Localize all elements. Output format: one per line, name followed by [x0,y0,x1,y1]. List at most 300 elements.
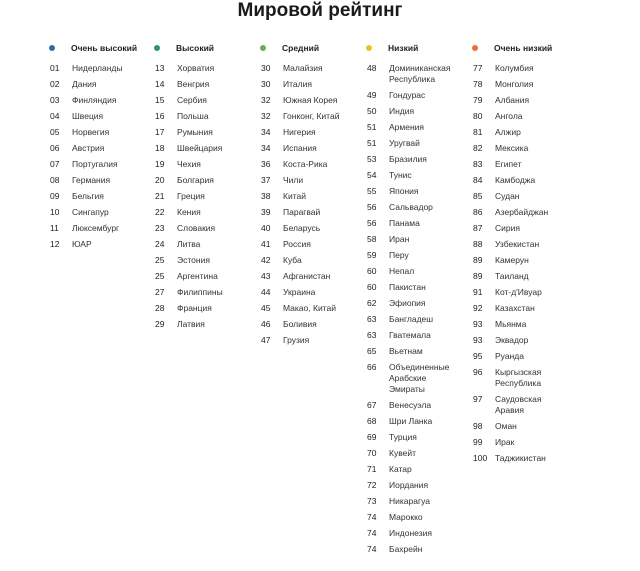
rank-number: 08 [50,175,60,185]
country-name: Объединенные Арабские Эмираты [389,362,450,394]
country-name: Коста-Рика [283,159,328,169]
ranking-row [261,253,361,269]
country-name: Перу [389,250,409,260]
rank-number: 53 [367,154,377,164]
rank-number: 06 [50,143,60,153]
column-header [473,41,573,55]
country-name: Финляндия [72,95,117,105]
country-name: Ангола [495,111,523,121]
ranking-row [50,157,150,173]
country-name: Испания [283,143,317,153]
country-name: Доминиканская Республика [389,63,451,84]
country-name: Гондурас [389,90,426,100]
ranking-list [473,61,573,467]
ranking-row [261,125,361,141]
country-name: Малайзия [283,63,323,73]
rank-number: 49 [367,90,377,100]
country-name: Словакия [177,223,216,233]
ranking-row [50,93,150,109]
rank-number: 04 [50,111,60,121]
country-name: Болгария [177,175,214,185]
country-name: Судан [495,191,520,201]
country-name: Латвия [177,319,205,329]
rank-number: 88 [473,239,483,249]
ranking-row [367,344,467,360]
rank-number: 89 [473,271,483,281]
rank-number: 98 [473,421,483,431]
country-name: Армения [389,122,425,132]
column-label: Очень низкий [494,43,553,53]
country-name: Сирия [495,223,520,233]
rank-number: 83 [473,159,483,169]
rank-number: 79 [473,95,483,105]
rank-number: 51 [367,122,377,132]
ranking-row [473,253,573,269]
country-name: Камерун [495,255,529,265]
rank-number: 19 [155,159,165,169]
ranking-row [367,88,467,104]
ranking-row [155,269,255,285]
rank-number: 29 [155,319,165,329]
country-name: Бангладеш [389,314,434,324]
rank-number: 65 [367,346,377,356]
column-header [50,41,150,55]
country-name: Панама [389,218,420,228]
ranking-row [473,269,573,285]
country-name: Чехия [177,159,201,169]
country-name: Беларусь [283,223,321,233]
ranking-row [367,200,467,216]
country-name: Камбоджа [495,175,536,185]
ranking-row [261,173,361,189]
rank-number: 42 [261,255,271,265]
rank-number: 92 [473,303,483,313]
rank-number: 59 [367,250,377,260]
country-name: Макао, Китай [283,303,336,313]
column-header [367,41,467,55]
country-name: Австрия [72,143,105,153]
rank-number: 27 [155,287,165,297]
rank-number: 55 [367,186,377,196]
ranking-row [367,360,467,398]
rank-number: 48 [367,63,377,73]
country-name: Индонезия [389,528,432,538]
rank-number: 46 [261,319,271,329]
rank-number: 40 [261,223,271,233]
ranking-row [367,446,467,462]
country-name: Иран [389,234,410,244]
ranking-row [473,451,573,467]
ranking-row [261,237,361,253]
rank-number: 20 [155,175,165,185]
ranking-row [50,173,150,189]
ranking-row [261,61,361,77]
country-name: Чили [283,175,304,185]
ranking-row [367,248,467,264]
ranking-row [473,109,573,125]
rank-number: 50 [367,106,377,116]
ranking-row [155,93,255,109]
ranking-row [367,312,467,328]
country-name: ЮАР [72,239,92,249]
country-name: Южная Корея [283,95,338,105]
ranking-row [473,419,573,435]
column-header [155,41,255,55]
country-name: Польша [177,111,209,121]
country-name: Иордания [389,480,429,490]
column-very-high [50,41,150,253]
rank-number: 21 [155,191,165,201]
ranking-row [261,269,361,285]
rank-number: 74 [367,544,377,554]
column-low [367,41,467,558]
ranking-row [473,349,573,365]
country-name: Люксембург [72,223,120,233]
ranking-list [50,61,150,253]
ranking-row [261,93,361,109]
rank-number: 68 [367,416,377,426]
ranking-row [367,542,467,558]
rank-number: 74 [367,512,377,522]
rank-number: 43 [261,271,271,281]
country-name: Хорватия [177,63,215,73]
country-name: Боливия [283,319,317,329]
country-name: Ирак [495,437,515,447]
column-high [155,41,255,333]
rank-number: 60 [367,282,377,292]
ranking-row [261,205,361,221]
rank-number: 25 [155,255,165,265]
rank-number: 84 [473,175,483,185]
ranking-row [155,253,255,269]
ranking-row [367,120,467,136]
rank-number: 63 [367,330,377,340]
rank-number: 32 [261,111,271,121]
country-name: Узбекистан [495,239,540,249]
rank-number: 10 [50,207,60,217]
ranking-row [261,157,361,173]
country-name: Нигерия [283,127,316,137]
ranking-row [473,365,573,392]
ranking-row [155,205,255,221]
rank-number: 60 [367,266,377,276]
rank-number: 05 [50,127,60,137]
country-name: Литва [177,239,201,249]
country-name: Венгрия [177,79,210,89]
ranking-row [50,205,150,221]
ranking-row [473,285,573,301]
rank-number: 14 [155,79,165,89]
page-title: Мировой рейтинг [237,0,403,21]
column-label: Очень высокий [71,43,138,53]
country-name: Казахстан [495,303,535,313]
ranking-row [155,189,255,205]
ranking-row [367,232,467,248]
country-name: Куба [283,255,302,265]
rank-number: 11 [50,223,59,233]
ranking-row [261,285,361,301]
ranking-row [367,136,467,152]
ranking-row [155,157,255,173]
ranking-row [367,462,467,478]
country-name: Парагвай [283,207,321,217]
country-name: Эстония [177,255,210,265]
ranking-row [473,141,573,157]
rank-number: 16 [155,111,165,121]
country-name: Франция [177,303,212,313]
ranking-row [367,398,467,414]
ranking-row [50,141,150,157]
country-name: Колумбия [495,63,534,73]
country-name: Бразилия [389,154,427,164]
rank-number: 41 [261,239,271,249]
ranking-row [50,77,150,93]
country-name: Кения [177,207,201,217]
country-name: Италия [283,79,312,89]
country-name: Грузия [283,335,310,345]
rank-number: 12 [50,239,60,249]
ranking-row [155,77,255,93]
level-dot-icon [49,45,55,51]
rank-number: 74 [367,528,377,538]
level-dot-icon [260,45,266,51]
ranking-row [473,125,573,141]
rank-number: 67 [367,400,377,410]
country-name: Монголия [495,79,534,89]
ranking-row [473,317,573,333]
ranking-row [50,189,150,205]
country-name: Аргентина [177,271,218,281]
ranking-row [367,184,467,200]
ranking-row [155,221,255,237]
level-dot-icon [154,45,160,51]
ranking-row [473,189,573,205]
country-name: Германия [72,175,111,185]
rank-number: 23 [155,223,165,233]
country-name: Шри Ланка [389,416,433,426]
rank-number: 70 [367,448,377,458]
rank-number: 30 [261,79,271,89]
rank-number: 71 [367,464,377,474]
rank-number: 17 [155,127,165,137]
rank-number: 44 [261,287,271,297]
country-name: Оман [495,421,517,431]
country-name: Россия [283,239,311,249]
ranking-row [367,430,467,446]
ranking-row [367,216,467,232]
column-header [261,41,361,55]
rank-number: 54 [367,170,377,180]
ranking-row [367,152,467,168]
country-name: Никарагуа [389,496,430,506]
rank-number: 51 [367,138,377,148]
rank-number: 28 [155,303,165,313]
rank-number: 95 [473,351,483,361]
ranking-row [367,296,467,312]
country-name: Афганистан [283,271,331,281]
ranking-row [367,414,467,430]
rank-number: 86 [473,207,483,217]
rank-number: 93 [473,335,483,345]
country-name: Швейцария [177,143,223,153]
ranking-list [367,61,467,558]
rank-number: 01 [50,63,60,73]
rank-number: 37 [261,175,271,185]
country-name: Швеция [72,111,104,121]
country-name: Марокко [389,512,423,522]
rank-number: 87 [473,223,483,233]
country-name: Нидерланды [72,63,123,73]
country-name: Дания [72,79,97,89]
ranking-row [473,61,573,77]
rank-number: 39 [261,207,271,217]
ranking-row [473,221,573,237]
ranking-row [155,317,255,333]
rank-number: 66 [367,362,377,372]
ranking-row [473,93,573,109]
ranking-row [473,77,573,93]
ranking-row [473,205,573,221]
column-medium [261,41,361,349]
ranking-row [473,301,573,317]
rank-number: 15 [155,95,165,105]
ranking-row [261,317,361,333]
ranking-row [367,478,467,494]
rank-number: 62 [367,298,377,308]
ranking-row [367,494,467,510]
rank-number: 18 [155,143,165,153]
country-name: Украина [283,287,316,297]
ranking-row [50,237,150,253]
country-name: Тунис [389,170,412,180]
ranking-row [473,237,573,253]
ranking-row [261,189,361,205]
country-name: Бельгия [72,191,104,201]
rank-number: 32 [261,95,271,105]
ranking-row [473,157,573,173]
ranking-row [261,77,361,93]
rank-number: 99 [473,437,483,447]
rank-number: 34 [261,143,271,153]
rank-number: 91 [473,287,483,297]
country-name: Норвегия [72,127,110,137]
rank-number: 73 [367,496,377,506]
rank-number: 38 [261,191,271,201]
ranking-list [155,61,255,333]
rank-number: 93 [473,319,483,329]
rank-number: 34 [261,127,271,137]
rank-number: 25 [155,271,165,281]
country-name: Япония [389,186,419,196]
country-name: Филиппины [177,287,223,297]
country-name: Бахрейн [389,544,423,554]
ranking-row [367,526,467,542]
rank-number: 24 [155,239,165,249]
ranking-row [367,61,467,88]
country-name: Венесуэла [389,400,432,410]
column-label: Средний [282,43,320,53]
country-name: Таиланд [495,271,529,281]
ranking-row [261,301,361,317]
ranking-row [50,125,150,141]
rank-number: 69 [367,432,377,442]
rank-number: 77 [473,63,483,73]
column-label: Высокий [176,43,215,53]
country-name: Пакистан [389,282,426,292]
country-name: Саудовская Аравия [495,394,542,415]
country-name: Эфиопия [389,298,426,308]
ranking-row [155,301,255,317]
country-name: Румыния [177,127,213,137]
country-name: Мексика [495,143,529,153]
ranking-row [473,173,573,189]
rank-number: 30 [261,63,271,73]
country-name: Турция [389,432,417,442]
country-name: Гватемала [389,330,431,340]
ranking-row [473,435,573,451]
ranking-row [367,510,467,526]
rank-number: 96 [473,367,483,377]
ranking-row [367,280,467,296]
level-dot-icon [366,45,372,51]
column-label: Низкий [388,43,419,53]
ranking-row [367,264,467,280]
ranking-list [261,61,361,349]
ranking-row [155,285,255,301]
country-name: Индия [389,106,415,116]
rank-number: 56 [367,202,377,212]
level-dot-icon [472,45,478,51]
rank-number: 56 [367,218,377,228]
rank-number: 45 [261,303,271,313]
rank-number: 80 [473,111,483,121]
rank-number: 09 [50,191,60,201]
ranking-row [367,104,467,120]
country-name: Египет [495,159,522,169]
ranking-row [155,109,255,125]
ranking-row [50,221,150,237]
column-very-low [473,41,573,467]
ranking-row [473,392,573,419]
rank-number: 22 [155,207,165,217]
country-name: Кыргызская Республика [495,367,542,388]
ranking-row [50,61,150,77]
country-name: Гонконг, Китай [283,111,340,121]
rank-number: 85 [473,191,483,201]
ranking-row [261,141,361,157]
rank-number: 72 [367,480,377,490]
country-name: Португалия [72,159,118,169]
rank-number: 97 [473,394,483,404]
country-name: Катар [389,464,412,474]
country-name: Алжир [495,127,521,137]
country-name: Мьянма [495,319,527,329]
country-name: Сальвадор [389,202,433,212]
country-name: Албания [495,95,530,105]
rank-number: 89 [473,255,483,265]
country-name: Азербайджан [495,207,549,217]
ranking-row [261,221,361,237]
country-name: Сингапур [72,207,109,217]
rank-number: 03 [50,95,60,105]
rank-number: 100 [473,453,488,463]
rank-number: 78 [473,79,483,89]
rank-number: 47 [261,335,271,345]
rank-number: 82 [473,143,483,153]
country-name: Эквадор [495,335,529,345]
ranking-row [155,173,255,189]
rank-number: 58 [367,234,377,244]
